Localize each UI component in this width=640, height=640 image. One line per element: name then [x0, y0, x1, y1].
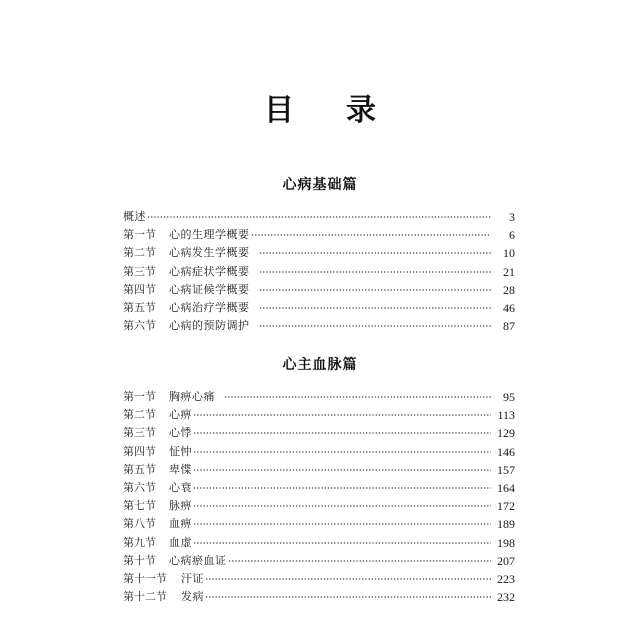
- dot-leader: [193, 465, 491, 475]
- toc-entry[interactable]: [123, 424, 515, 442]
- entry-number: 第四节: [123, 444, 156, 458]
- entry-page: 223: [497, 571, 515, 586]
- toc-entry[interactable]: [123, 263, 515, 281]
- part-heading-heart-blood: 心主血脉篇: [282, 357, 358, 373]
- toc-entry[interactable]: [123, 406, 515, 424]
- entry-page: 95: [503, 390, 515, 405]
- dot-leader: [193, 538, 491, 548]
- entry-page: 232: [497, 590, 515, 605]
- entry-number: 第八节: [123, 517, 156, 531]
- entry-title: 脉痹: [169, 499, 192, 513]
- entry-title: 心痹: [169, 408, 192, 422]
- entry-title: 概述: [123, 210, 146, 224]
- toc-entry[interactable]: [123, 317, 515, 335]
- toc-entry[interactable]: [123, 570, 515, 588]
- toc-entry[interactable]: [123, 552, 515, 570]
- entry-page: 129: [497, 426, 515, 441]
- entry-title: 怔忡: [169, 444, 192, 458]
- page-title: 目录: [264, 93, 428, 128]
- dot-leader: [259, 248, 492, 258]
- entry-title: 血虚: [169, 535, 192, 549]
- entry-page: 28: [503, 282, 515, 297]
- entry-title: 胸痹心痛: [169, 390, 215, 404]
- dot-leader: [259, 285, 492, 295]
- toc-entry[interactable]: [123, 588, 515, 606]
- dot-leader: [251, 230, 492, 240]
- entry-page: 113: [497, 408, 515, 423]
- part-heading-basics: 心病基础篇: [282, 177, 358, 193]
- entry-number: 第六节: [123, 481, 156, 495]
- dot-leader: [193, 501, 491, 511]
- dot-leader: [228, 556, 492, 566]
- entry-page: 46: [503, 301, 515, 316]
- dot-leader: [259, 303, 492, 313]
- dot-leader: [147, 212, 491, 222]
- entry-title: 心悸: [169, 426, 192, 440]
- entry-page: 146: [497, 444, 515, 459]
- entry-title: 心衰: [169, 481, 192, 495]
- entry-number: 第五节: [123, 462, 156, 476]
- toc-entry[interactable]: [123, 461, 515, 479]
- entry-title: 心的生理学概要: [169, 228, 250, 242]
- entry-title: 心病发生学概要: [169, 246, 250, 260]
- dot-leader: [224, 392, 491, 402]
- entry-number: 第二节: [123, 408, 156, 422]
- dot-leader: [193, 519, 491, 529]
- entry-number: 第二节: [123, 246, 156, 260]
- dot-leader: [193, 483, 491, 493]
- entry-title: 心病证候学概要: [169, 282, 250, 296]
- dot-leader: [205, 574, 491, 584]
- entry-number: 第七节: [123, 499, 156, 513]
- toc-entry[interactable]: [123, 208, 515, 226]
- entry-page: 6: [509, 228, 515, 243]
- entry-page: 189: [497, 517, 515, 532]
- dot-leader: [193, 428, 491, 438]
- entry-number: 第九节: [123, 535, 156, 549]
- entry-page: 157: [497, 462, 515, 477]
- toc-entry[interactable]: [123, 226, 515, 244]
- entry-title: 心病的预防调护: [169, 319, 250, 333]
- dot-leader: [193, 447, 491, 457]
- entry-title: 心病症状学概要: [169, 264, 250, 278]
- entry-title: 发病: [181, 590, 204, 604]
- toc-section-heart-blood: [123, 388, 515, 606]
- entry-title: 心病瘀血证: [169, 553, 227, 567]
- entry-number: 第十节: [123, 553, 156, 567]
- dot-leader: [259, 267, 492, 277]
- toc-section-basics: [123, 208, 515, 335]
- entry-page: 172: [497, 499, 515, 514]
- entry-number: 第一节: [123, 390, 156, 404]
- toc-entry[interactable]: [123, 479, 515, 497]
- toc-entry[interactable]: [123, 515, 515, 533]
- entry-title: 卑惵: [169, 462, 192, 476]
- entry-page: 198: [497, 535, 515, 550]
- toc-entry[interactable]: [123, 281, 515, 299]
- dot-leader: [193, 410, 491, 420]
- entry-title: 血痹: [169, 517, 192, 531]
- toc-entry[interactable]: [123, 443, 515, 461]
- dot-leader: [259, 321, 492, 331]
- toc-entry[interactable]: [123, 299, 515, 317]
- entry-number: 第十一节: [123, 571, 167, 585]
- entry-page: 3: [509, 210, 515, 225]
- entry-page: 87: [503, 319, 515, 334]
- entry-title: 心病治疗学概要: [169, 301, 250, 315]
- entry-page: 207: [497, 553, 515, 568]
- entry-number: 第五节: [123, 301, 156, 315]
- entry-page: 164: [497, 481, 515, 496]
- entry-number: 第三节: [123, 426, 156, 440]
- entry-number: 第三节: [123, 264, 156, 278]
- toc-entry[interactable]: [123, 497, 515, 515]
- toc-entry[interactable]: [123, 388, 515, 406]
- entry-number: 第六节: [123, 319, 156, 333]
- entry-page: 21: [503, 264, 515, 279]
- dot-leader: [205, 592, 491, 602]
- toc-entry[interactable]: [123, 244, 515, 262]
- entry-title: 汗证: [181, 571, 204, 585]
- entry-number: 第十二节: [123, 590, 167, 604]
- toc-entry[interactable]: [123, 534, 515, 552]
- entry-number: 第一节: [123, 228, 156, 242]
- entry-number: 第四节: [123, 282, 156, 296]
- entry-page: 10: [503, 246, 515, 261]
